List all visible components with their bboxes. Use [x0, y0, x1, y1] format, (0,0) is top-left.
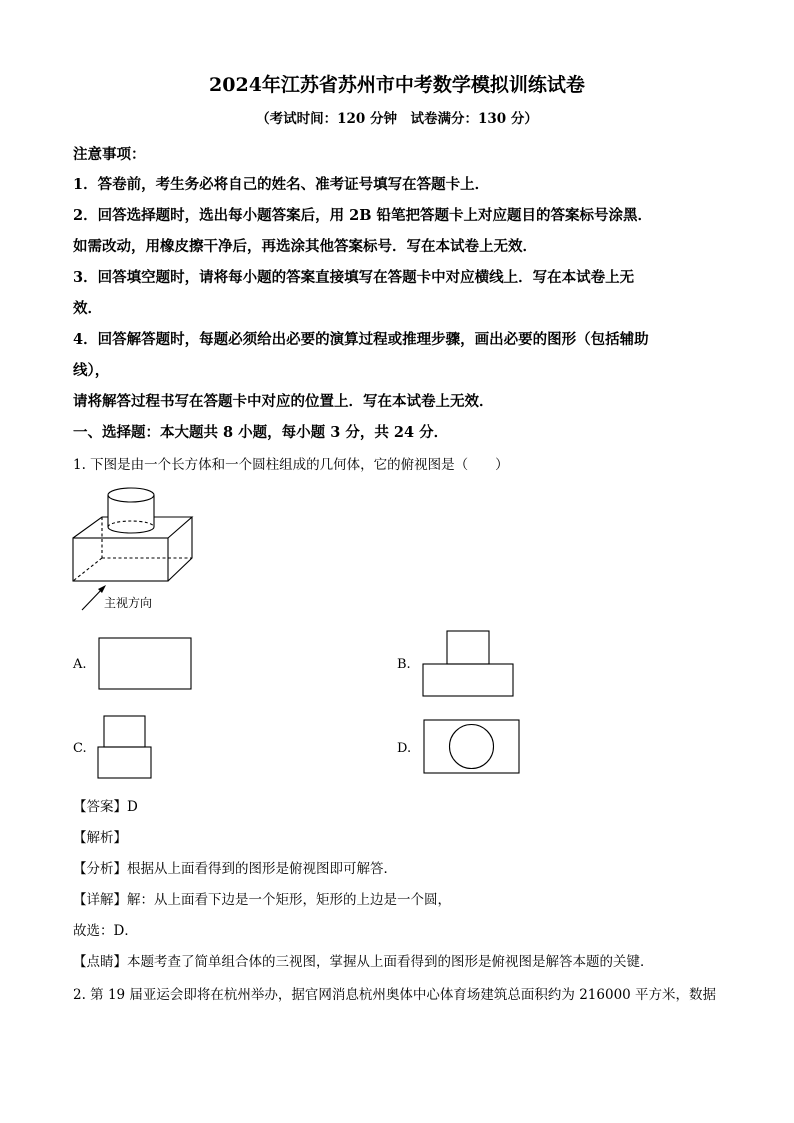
option-a-label: A. [73, 657, 87, 672]
analysis-comment: 【点睛】本题考查了简单组合体的三视图，掌握从上面看得到的图形是俯视图是解答本题的关键． [73, 954, 654, 970]
answer: 【答案】D [73, 799, 138, 815]
analysis-heading: 【解析】 [73, 830, 127, 846]
notice-line: 1．答卷前，考生务必将自己的姓名、准考证号填写在答题卡上． [73, 176, 490, 193]
question-2-stem: 2. 第 19 届亚运会即将在杭州举办，据官网消息杭州奥体中心体育场建筑总面积约为 216000 平方米，数据 [73, 987, 717, 1003]
analysis-choice: 故选：D． [73, 923, 138, 939]
option-b-label: B. [397, 657, 411, 672]
notice-line: 效． [73, 300, 102, 317]
analysis-fenxi: 【分析】根据从上面看得到的图形是俯视图即可解答． [73, 861, 397, 877]
notice-line: 线）， [73, 362, 110, 379]
option-a-figure [98, 637, 194, 691]
option-d-figure [423, 719, 521, 775]
exam-info: （考试时间：120 分钟 试卷满分：130 分） [256, 111, 538, 127]
notice-line: 如需改动，用橡皮擦干净后，再选涂其他答案标号．写在本试卷上无效． [73, 238, 537, 255]
view-direction-label: 主视方向 [104, 596, 153, 610]
option-b-figure [422, 630, 516, 698]
analysis-detail: 【详解】解：从上面看下边是一个矩形，矩形的上边是一个圆， [73, 892, 451, 908]
section-heading: 一、选择题：本大题共 8 小题，每小题 3 分，共 24 分． [73, 424, 449, 441]
notice-line: 请将解答过程书写在答题卡中对应的位置上．写在本试卷上无效． [73, 393, 494, 410]
page-title: 2024年江苏省苏州市中考数学模拟训练试卷 [209, 74, 585, 96]
notice-line: 2．回答选择题时，选出每小题答案后，用 2B 铅笔把答题卡上对应题目的答案标号涂黑． [73, 207, 653, 224]
question-1-stem: 1. 下图是由一个长方体和一个圆柱组成的几何体，它的俯视图是（ ） [73, 457, 509, 473]
option-c-figure [97, 715, 154, 780]
option-d-label: D. [397, 741, 412, 756]
notice-line: 3．回答填空题时，请将每小题的答案直接填写在答题卡中对应横线上．写在本试卷上无 [73, 269, 635, 286]
notice-line: 4．回答解答题时，每题必须给出必要的演算过程或推理步骤，画出必要的图形（包括辅助 [73, 331, 649, 348]
option-c-label: C. [73, 741, 87, 756]
notice-heading: 注意事项： [73, 146, 146, 163]
